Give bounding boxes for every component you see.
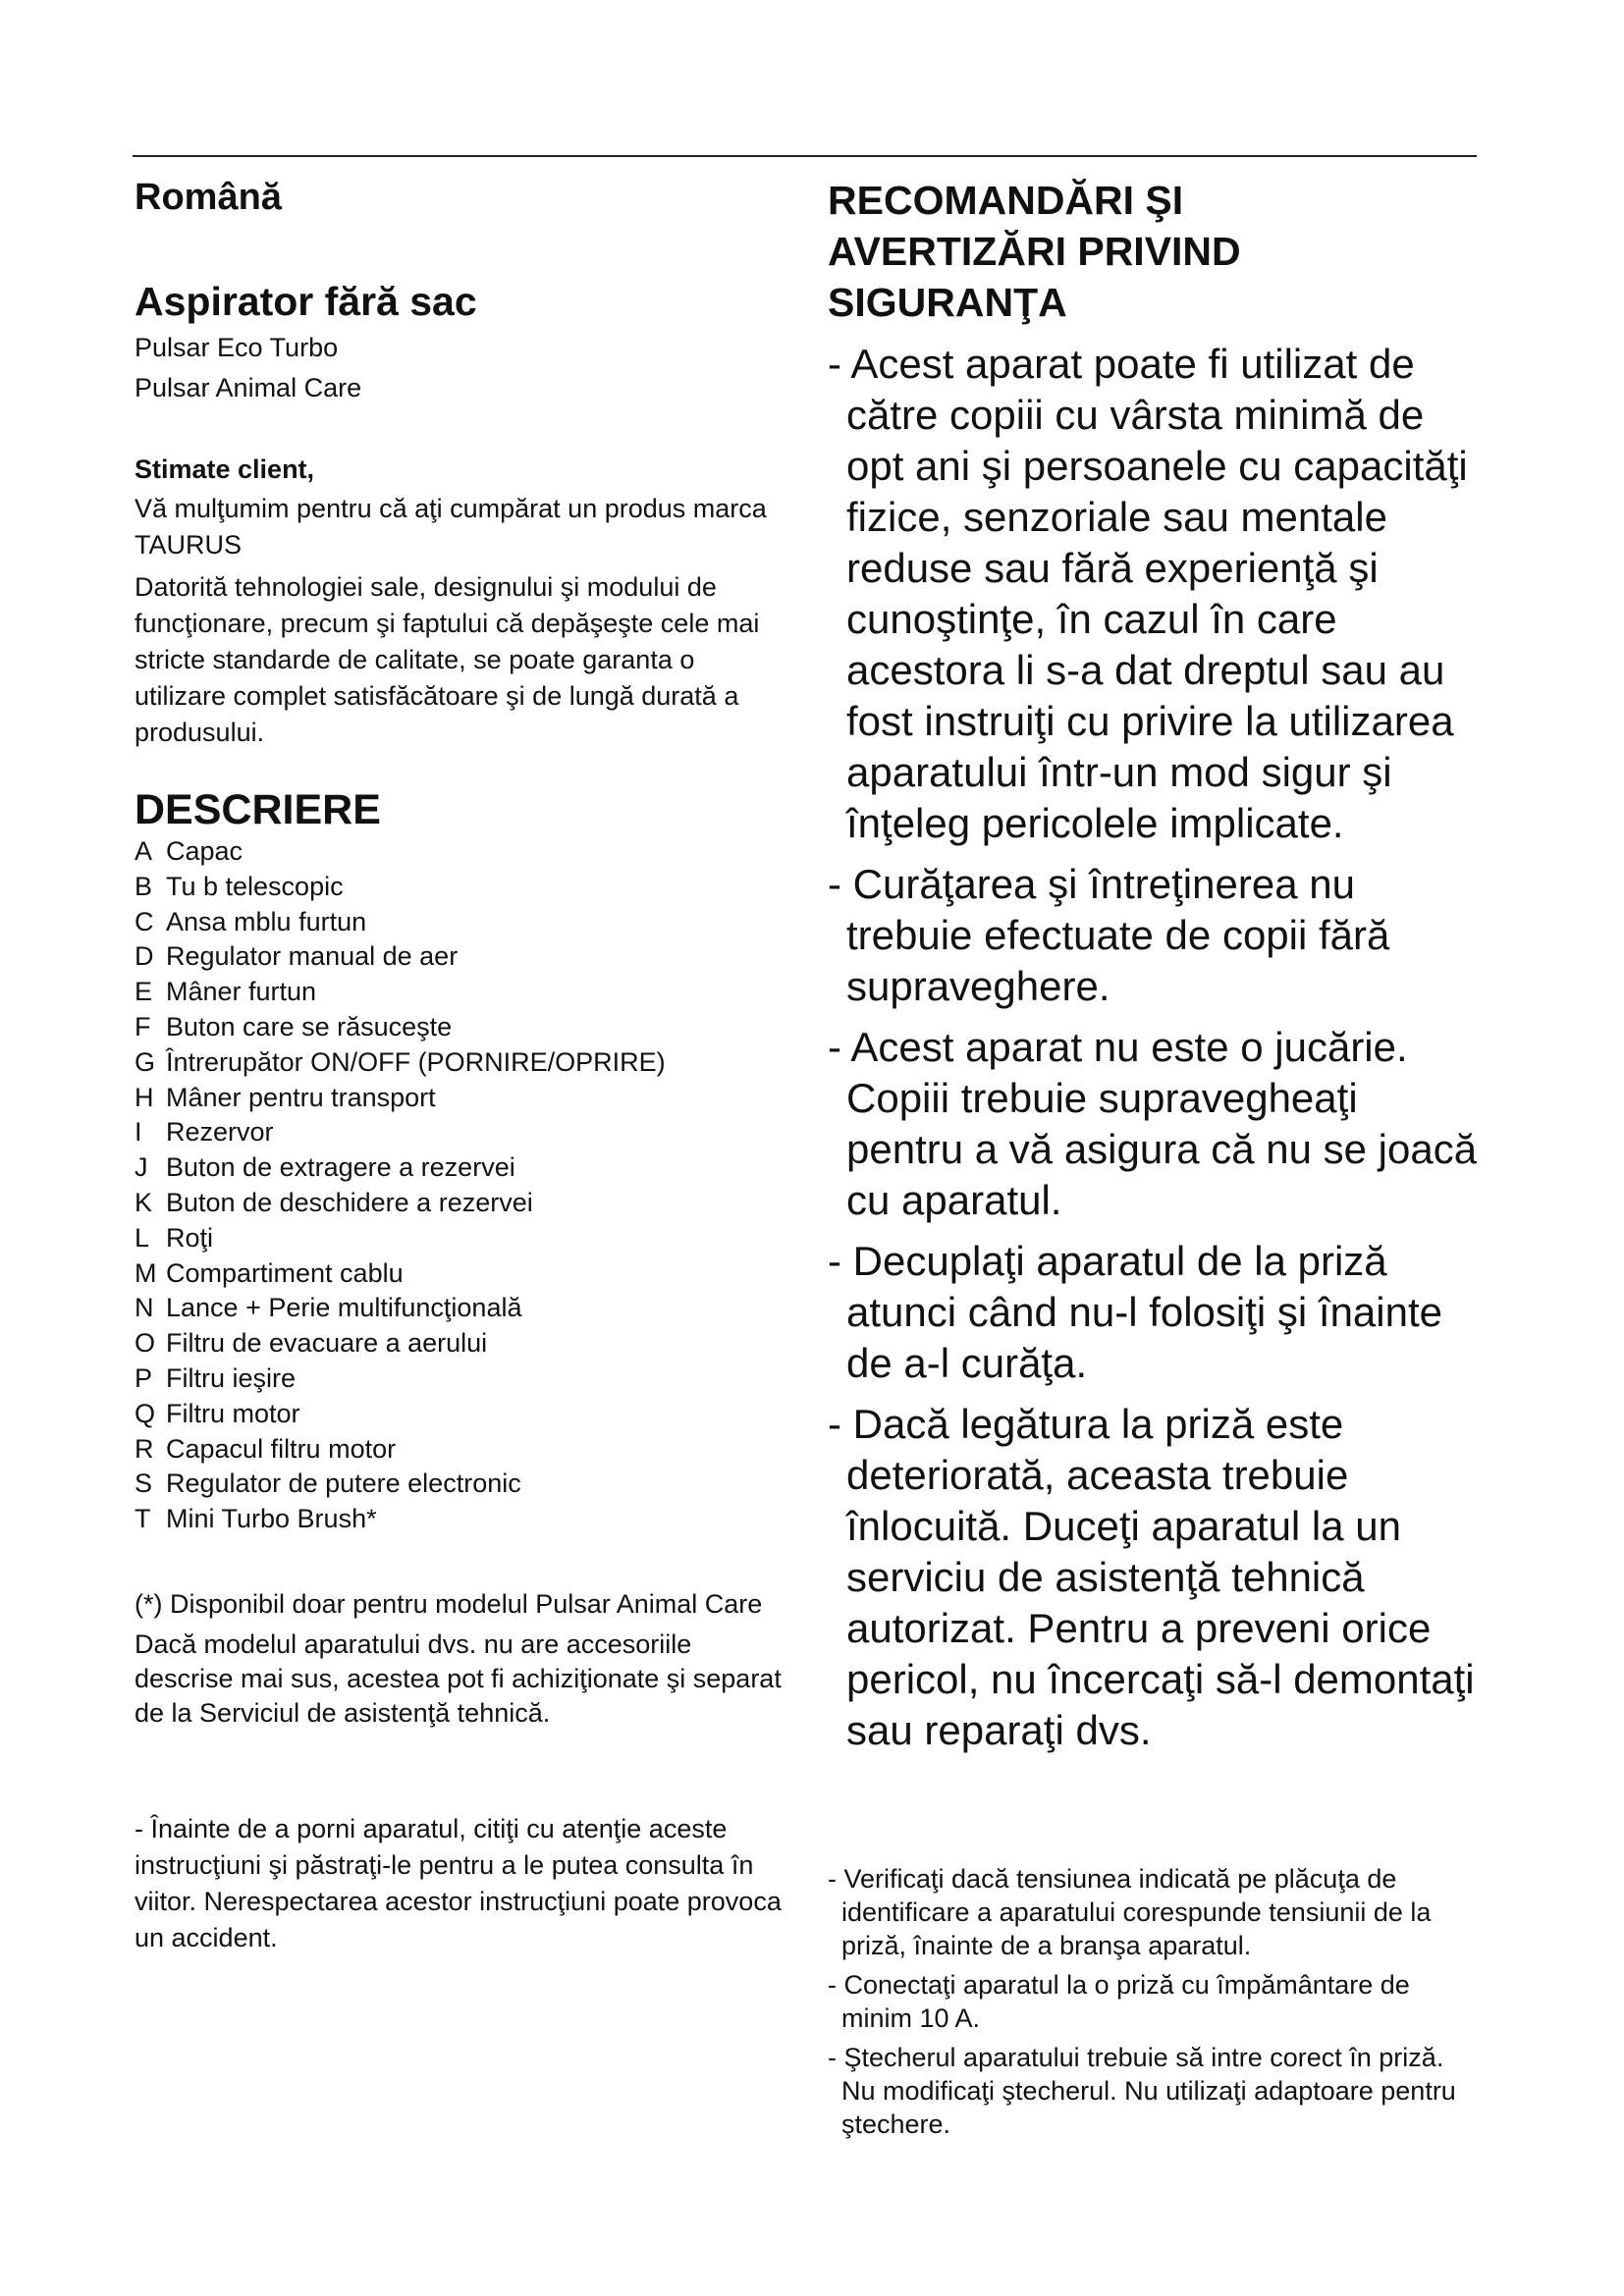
- part-key: J: [135, 1152, 148, 1183]
- part-item: [135, 1010, 666, 1045]
- part-key: B: [135, 871, 153, 901]
- greeting: Stimate client,: [135, 454, 315, 484]
- part-item: [135, 1081, 666, 1116]
- part-item: [135, 1362, 666, 1397]
- part-key: E: [135, 977, 153, 1007]
- description-heading: DESCRIERE: [135, 786, 381, 833]
- part-label: Filtru motor: [166, 1398, 300, 1428]
- part-label: Tu b telescopic: [166, 871, 344, 901]
- part-key: G: [135, 1046, 156, 1077]
- safety-item: - Acest aparat poate fi utilizat de către copiii cu vârsta minimă de opt ani şi persoanele cu capacităţi fizice, senzoriale sau mentale reduse sau fără experienţă şi cunoştinţe, în cazul în care acestora li s-a dat dreptul sau au fost instruiţi cu privire la utilizarea aparatului într-un mod sigur şi înţeleg pericolele implicate.: [828, 341, 1468, 846]
- intro-paragraph: Vă mulţumim pentru că aţi cumpărat un produs marca TAURUS: [135, 494, 767, 560]
- note-paragraph: Dacă modelul aparatului dvs. nu are accesoriile descrise mai sus, acestea pot fi achiziţionate şi separat de la Serviciul de asistenţă tehnică.: [135, 1629, 782, 1728]
- part-key: S: [135, 1468, 153, 1499]
- part-item: [135, 1397, 666, 1432]
- part-label: Lance + Perie multifuncţională: [166, 1293, 522, 1323]
- part-item: [135, 905, 666, 940]
- part-label: Compartiment cablu: [166, 1257, 404, 1288]
- safety-item: - Ştecherul aparatului trebuie să intre corect în priză. Nu modificaţi ştecherul. Nu utilizaţi adaptoare pentru ştechere.: [828, 2043, 1456, 2139]
- part-label: Buton de deschidere a rezervei: [166, 1187, 533, 1217]
- safety-heading-line: RECOMANDĂRI ŞI: [828, 178, 1184, 223]
- part-key: H: [135, 1082, 154, 1112]
- part-key: L: [135, 1222, 150, 1253]
- safety-list-small: [828, 1862, 1476, 2147]
- part-key: O: [135, 1328, 156, 1359]
- part-label: Regulator de putere electronic: [166, 1468, 521, 1499]
- part-item: [135, 1326, 666, 1362]
- part-item: [135, 1186, 666, 1221]
- part-key: P: [135, 1362, 153, 1393]
- part-label: Ansa mblu furtun: [166, 906, 367, 936]
- part-label: Filtru ieşire: [166, 1362, 297, 1393]
- part-item: [135, 1221, 666, 1256]
- part-label: Mâner furtun: [166, 977, 317, 1007]
- part-key: K: [135, 1187, 153, 1217]
- part-label: Buton de extragere a rezervei: [166, 1152, 515, 1183]
- part-item: [135, 1256, 666, 1292]
- part-item: [135, 1502, 666, 1537]
- read-instructions-warning: - Înainte de a porni aparatul, citiţi cu atenţie aceste instrucţiuni şi păstraţi-le pentru a le putea consulta în viitor. Nerespectarea acestor instrucţiuni poate provoca un accident.: [135, 1814, 782, 1952]
- safety-heading-line: SIGURANŢA: [828, 280, 1067, 325]
- part-label: Filtru de evacuare a aerului: [166, 1328, 488, 1359]
- part-key: I: [135, 1117, 142, 1148]
- availability-note: [135, 1587, 792, 1736]
- part-label: Buton care se răsuceşte: [166, 1011, 453, 1041]
- part-key: R: [135, 1433, 154, 1464]
- safety-heading: [828, 175, 1241, 328]
- model-name: Pulsar Animal Care: [135, 373, 362, 402]
- part-key: Q: [135, 1398, 156, 1428]
- part-key: D: [135, 941, 154, 972]
- part-label: Rezervor: [166, 1117, 274, 1148]
- part-label: Regulator manual de aer: [166, 941, 459, 972]
- part-item: [135, 1045, 666, 1081]
- part-key: C: [135, 906, 154, 936]
- part-item: [135, 939, 666, 975]
- top-rule: [133, 155, 1477, 157]
- part-label: Roţi: [166, 1222, 214, 1253]
- language-heading: Română: [135, 177, 282, 218]
- safety-item: - Acest aparat nu este o jucărie. Copiii trebuie supravegheaţi pentru a vă asigura că nu se joacă cu aparatul.: [828, 1024, 1478, 1223]
- part-key: T: [135, 1504, 151, 1534]
- safety-item: - Decuplaţi aparatul de la priză atunci când nu-l folosiţi şi înainte de a-l curăţa.: [828, 1238, 1443, 1386]
- part-item: [135, 1115, 666, 1150]
- product-title: Aspirator fără sac: [135, 279, 477, 324]
- part-item: [135, 1467, 666, 1502]
- part-item: [135, 1432, 666, 1468]
- safety-item: - Verificaţi dacă tensiunea indicată pe plăcuţa de identificare a aparatului corespunde tensiunii de la priză, înainte de a branşa aparatul.: [828, 1864, 1432, 1960]
- safety-item: - Curăţarea şi întreţinerea nu trebuie efectuate de copii fără supraveghere.: [828, 861, 1390, 1009]
- safety-item: - Dacă legătura la priză este deteriorată, aceasta trebuie înlocuită. Duceţi aparatul la un serviciu de asistenţă tehnică autorizat. Pentru a preveni orice pericol, nu încercaţi să-l demontaţi sau reparaţi dvs.: [828, 1401, 1475, 1753]
- part-item: [135, 870, 666, 905]
- model-name: Pulsar Eco Turbo: [135, 333, 339, 362]
- safety-list-large: [828, 339, 1481, 1766]
- part-item: [135, 1150, 666, 1186]
- intro-paragraph: Datorită tehnologiei sale, designului şi modului de funcţionare, precum şi faptului că depăşeşte cele mai stricte standarde de calitate, se poate garanta o utilizare complet satisfăcătoare şi de lungă durată a produsului.: [135, 572, 760, 747]
- part-label: Mâner pentru transport: [166, 1082, 436, 1112]
- part-label: Mini Turbo Brush*: [166, 1504, 377, 1534]
- part-label: Capac: [166, 836, 244, 866]
- part-key: M: [135, 1257, 157, 1288]
- safety-heading-line: AVERTIZĂRI PRIVIND: [828, 229, 1241, 274]
- part-key: A: [135, 836, 153, 866]
- model-list: [135, 328, 361, 408]
- safety-item: - Conectaţi aparatul la o priză cu împământare de minim 10 A.: [828, 1970, 1410, 2033]
- part-label: Întrerupător ON/OFF (PORNIRE/OPRIRE): [166, 1046, 666, 1077]
- part-item: [135, 834, 666, 870]
- part-key: F: [135, 1011, 151, 1041]
- note-paragraph: (*) Disponibil doar pentru modelul Pulsar Animal Care: [135, 1589, 763, 1619]
- part-label: Capacul filtru motor: [166, 1433, 397, 1464]
- intro-text: [135, 491, 792, 757]
- part-item: [135, 975, 666, 1010]
- parts-list: [135, 834, 666, 1537]
- part-item: [135, 1291, 666, 1326]
- part-key: N: [135, 1293, 154, 1323]
